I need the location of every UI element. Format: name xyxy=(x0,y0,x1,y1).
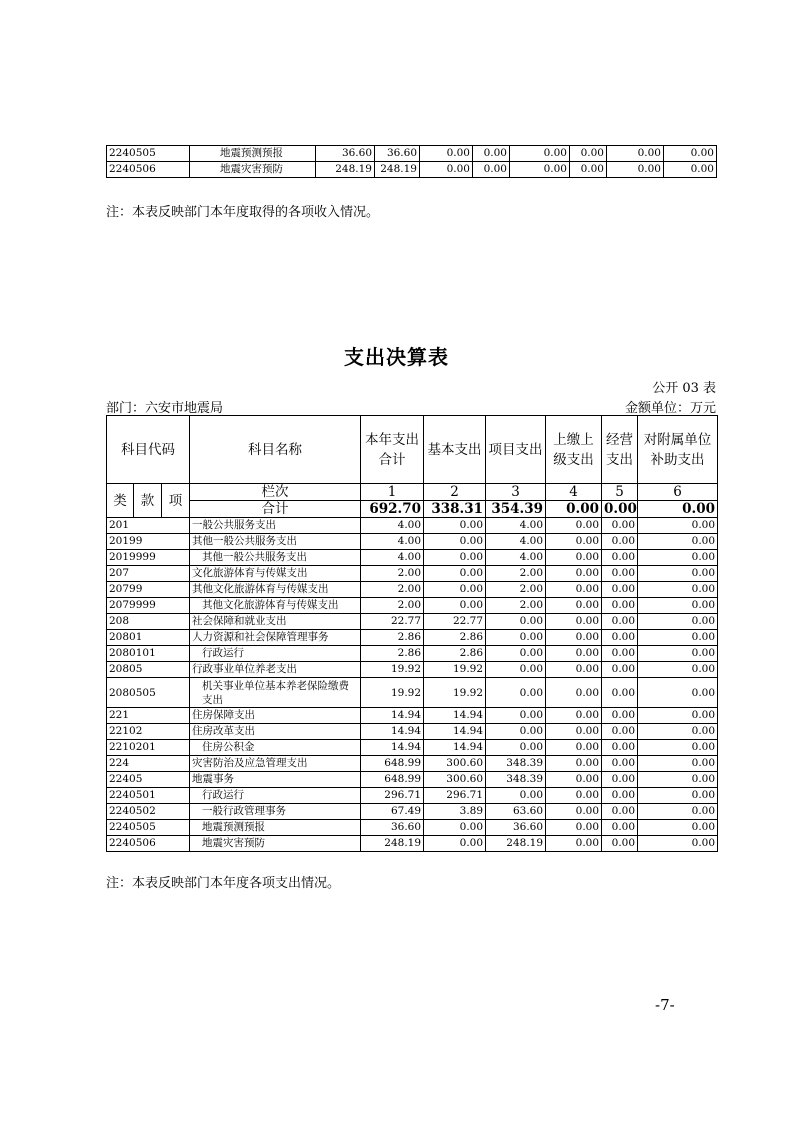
cell-value: 0.00 xyxy=(424,566,486,582)
cell-value: 0.00 xyxy=(602,646,638,662)
header-kuan: 款 xyxy=(134,484,162,518)
cell-value: 0.00 xyxy=(638,820,718,836)
subject-name: 其他一般公共服务支出 xyxy=(190,550,361,566)
subject-code: 224 xyxy=(107,756,190,772)
cell-value: 348.39 xyxy=(486,772,546,788)
table-row xyxy=(107,788,718,804)
col-number: 2 xyxy=(424,484,486,501)
cell-value: 0.00 xyxy=(602,772,638,788)
subject-code: 22405 xyxy=(107,772,190,788)
table-row xyxy=(107,550,718,566)
cell-value: 0.00 xyxy=(546,708,602,724)
cell-value: 0.00 xyxy=(486,724,546,740)
cell-value: 0.00 xyxy=(638,646,718,662)
cell-value: 0.00 xyxy=(602,582,638,598)
total-label: 合计 xyxy=(190,501,361,518)
cell-value: 36.60 xyxy=(375,146,420,162)
header-basic: 基本支出 xyxy=(424,416,486,484)
cell-value: 0.00 xyxy=(546,772,602,788)
cell-value: 0.00 xyxy=(510,162,570,178)
subject-code: 2080101 xyxy=(107,646,190,662)
cell-value: 0.00 xyxy=(424,518,486,534)
cell-value: 0.00 xyxy=(602,518,638,534)
cell-value: 0.00 xyxy=(638,756,718,772)
table-row xyxy=(107,662,718,678)
header-row xyxy=(107,416,718,484)
header-project: 项目支出 xyxy=(486,416,546,484)
expenditure-table-note: 注：本表反映部门本年度各项支出情况。 xyxy=(106,876,341,891)
income-table-continuation xyxy=(106,145,717,178)
cell-value: 14.94 xyxy=(361,740,424,756)
cell-value: 248.19 xyxy=(375,162,420,178)
cell-value: 0.00 xyxy=(424,550,486,566)
table-row xyxy=(107,740,718,756)
cell-value: 0.00 xyxy=(546,630,602,646)
cell-value: 0.00 xyxy=(486,630,546,646)
cell-value: 0.00 xyxy=(602,804,638,820)
cell-value: 0.00 xyxy=(638,678,718,708)
subject-name: 地震预测预报 xyxy=(190,820,361,836)
cell-value: 0.00 xyxy=(638,566,718,582)
table-row xyxy=(107,534,718,550)
subject-name: 机关事业单位基本养老保险缴费支出 xyxy=(190,678,361,708)
cell-value: 0.00 xyxy=(486,646,546,662)
header-upper-line2: 级支出 xyxy=(553,451,594,468)
cell-value: 4.00 xyxy=(486,518,546,534)
cell-value: 2.00 xyxy=(361,598,424,614)
total-value: 338.31 xyxy=(424,501,486,518)
cell-value: 63.60 xyxy=(486,804,546,820)
table-row xyxy=(107,598,718,614)
form-number: 公开 03 表 xyxy=(652,381,716,396)
cell-value: 2.00 xyxy=(486,582,546,598)
cell-value: 4.00 xyxy=(486,534,546,550)
cell-value: 2.86 xyxy=(361,630,424,646)
cell-value: 0.00 xyxy=(546,614,602,630)
total-value: 692.70 xyxy=(361,501,424,518)
cell-value: 19.92 xyxy=(424,678,486,708)
cell-value: 0.00 xyxy=(638,788,718,804)
header-total xyxy=(361,416,424,484)
cell-value: 0.00 xyxy=(546,582,602,598)
cell-value: 0.00 xyxy=(510,146,570,162)
total-value: 0.00 xyxy=(546,501,602,518)
cell-value: 0.00 xyxy=(420,162,473,178)
cell-value: 0.00 xyxy=(546,788,602,804)
table-row xyxy=(107,630,718,646)
cell-value: 0.00 xyxy=(638,662,718,678)
subject-code: 2240506 xyxy=(107,162,190,178)
subject-name: 其他文化旅游体育与传媒支出 xyxy=(190,598,361,614)
table-row xyxy=(107,804,718,820)
cell-value: 0.00 xyxy=(546,740,602,756)
cell-value: 2.00 xyxy=(486,566,546,582)
cell-value: 296.71 xyxy=(424,788,486,804)
subject-name: 地震预测预报 xyxy=(190,146,316,162)
cell-value: 0.00 xyxy=(486,678,546,708)
table-row xyxy=(107,820,718,836)
total-value: 354.39 xyxy=(486,501,546,518)
cell-value: 19.92 xyxy=(361,662,424,678)
cell-value: 0.00 xyxy=(546,534,602,550)
header-sub-line2: 补助支出 xyxy=(650,451,705,468)
subject-name: 住房保障支出 xyxy=(190,708,361,724)
subject-code: 207 xyxy=(107,566,190,582)
cell-value: 0.00 xyxy=(546,646,602,662)
table-row xyxy=(107,146,717,162)
table-row xyxy=(107,678,718,708)
cell-value: 248.19 xyxy=(361,836,424,852)
cell-value: 0.00 xyxy=(602,662,638,678)
cell-value: 0.00 xyxy=(486,708,546,724)
table-row xyxy=(107,724,718,740)
cell-value: 0.00 xyxy=(638,550,718,566)
header-upper-line1: 上缴上 xyxy=(553,431,594,448)
cell-value: 0.00 xyxy=(424,836,486,852)
cell-value: 300.60 xyxy=(424,772,486,788)
subject-code: 2019999 xyxy=(107,550,190,566)
amount-unit-label: 金额单位：万元 xyxy=(624,401,716,416)
header-operation xyxy=(602,416,638,484)
table-row xyxy=(107,566,718,582)
cell-value: 2.86 xyxy=(424,646,486,662)
cell-value: 0.00 xyxy=(638,836,718,852)
cell-value: 0.00 xyxy=(486,614,546,630)
cell-value: 0.00 xyxy=(602,788,638,804)
table-row xyxy=(107,518,718,534)
cell-value: 14.94 xyxy=(361,708,424,724)
table-row xyxy=(107,708,718,724)
cell-value: 4.00 xyxy=(361,534,424,550)
subject-name: 社会保障和就业支出 xyxy=(190,614,361,630)
cell-value: 0.00 xyxy=(664,146,717,162)
cell-value: 0.00 xyxy=(546,662,602,678)
subject-code: 20199 xyxy=(107,534,190,550)
col-number: 1 xyxy=(361,484,424,501)
cell-value: 67.49 xyxy=(361,804,424,820)
cell-value: 0.00 xyxy=(602,740,638,756)
subject-name: 文化旅游体育与传媒支出 xyxy=(190,566,361,582)
cell-value: 22.77 xyxy=(361,614,424,630)
cell-value: 0.00 xyxy=(486,788,546,804)
table-row xyxy=(107,836,718,852)
cell-value: 4.00 xyxy=(361,518,424,534)
subject-name: 其他文化旅游体育与传媒支出 xyxy=(190,582,361,598)
cell-value: 0.00 xyxy=(546,518,602,534)
cell-value: 0.00 xyxy=(638,534,718,550)
subject-name: 地震灾害预防 xyxy=(190,162,316,178)
header-subsidy xyxy=(638,416,718,484)
cell-value: 0.00 xyxy=(424,582,486,598)
page-number: -7- xyxy=(655,996,675,1014)
department-label: 部门：六安市地震局 xyxy=(106,401,224,416)
subject-code: 2210201 xyxy=(107,740,190,756)
cell-value: 0.00 xyxy=(546,836,602,852)
cell-value: 0.00 xyxy=(602,820,638,836)
header-subject-name: 科目名称 xyxy=(190,416,361,484)
subject-code: 20799 xyxy=(107,582,190,598)
table-row xyxy=(107,614,718,630)
cell-value: 0.00 xyxy=(602,836,638,852)
total-row xyxy=(107,501,718,518)
cell-value: 0.00 xyxy=(638,614,718,630)
table-row xyxy=(107,162,717,178)
cell-value: 19.92 xyxy=(424,662,486,678)
col-number: 6 xyxy=(638,484,718,501)
cell-value: 348.39 xyxy=(486,756,546,772)
cell-value: 14.94 xyxy=(424,708,486,724)
cell-value: 0.00 xyxy=(546,598,602,614)
cell-value: 2.00 xyxy=(361,582,424,598)
cell-value: 0.00 xyxy=(424,820,486,836)
header-upper xyxy=(546,416,602,484)
cell-value: 0.00 xyxy=(602,550,638,566)
cell-value: 0.00 xyxy=(638,582,718,598)
income-table-note: 注：本表反映部门本年度取得的各项收入情况。 xyxy=(106,205,380,220)
cell-value: 0.00 xyxy=(607,146,664,162)
subject-code: 20805 xyxy=(107,662,190,678)
cell-value: 0.00 xyxy=(473,146,510,162)
header-sub-line1: 对附属单位 xyxy=(643,431,712,448)
subject-name: 灾害防治及应急管理支出 xyxy=(190,756,361,772)
subject-code: 208 xyxy=(107,614,190,630)
subject-code: 2079999 xyxy=(107,598,190,614)
table-row xyxy=(107,646,718,662)
cell-value: 0.00 xyxy=(638,708,718,724)
cell-value: 36.60 xyxy=(316,146,375,162)
cell-value: 0.00 xyxy=(546,756,602,772)
cell-value: 3.89 xyxy=(424,804,486,820)
expenditure-table xyxy=(106,415,718,852)
subject-name: 地震事务 xyxy=(190,772,361,788)
cell-value: 0.00 xyxy=(638,740,718,756)
cell-value: 0.00 xyxy=(486,662,546,678)
cell-value: 2.00 xyxy=(361,566,424,582)
cell-value: 22.77 xyxy=(424,614,486,630)
subject-code: 221 xyxy=(107,708,190,724)
cell-value: 14.94 xyxy=(361,724,424,740)
subject-code: 2240505 xyxy=(107,146,190,162)
cell-value: 0.00 xyxy=(546,804,602,820)
cell-value: 0.00 xyxy=(570,146,607,162)
col-number: 3 xyxy=(486,484,546,501)
cell-value: 0.00 xyxy=(638,598,718,614)
cell-value: 0.00 xyxy=(424,598,486,614)
subject-code: 2240505 xyxy=(107,820,190,836)
subject-code: 2240501 xyxy=(107,788,190,804)
cell-value: 4.00 xyxy=(486,550,546,566)
cell-value: 0.00 xyxy=(546,724,602,740)
cell-value: 0.00 xyxy=(570,162,607,178)
subject-name: 行政运行 xyxy=(190,788,361,804)
cell-value: 0.00 xyxy=(602,724,638,740)
col-number: 4 xyxy=(546,484,602,501)
subject-name: 住房改革支出 xyxy=(190,724,361,740)
cell-value: 0.00 xyxy=(602,756,638,772)
subject-code: 201 xyxy=(107,518,190,534)
cell-value: 648.99 xyxy=(361,756,424,772)
cell-value: 0.00 xyxy=(602,566,638,582)
subject-name: 地震灾害预防 xyxy=(190,836,361,852)
cell-value: 0.00 xyxy=(638,804,718,820)
cell-value: 0.00 xyxy=(664,162,717,178)
cell-value: 0.00 xyxy=(546,566,602,582)
total-value: 0.00 xyxy=(602,501,638,518)
subject-name: 一般公共服务支出 xyxy=(190,518,361,534)
cell-value: 0.00 xyxy=(607,162,664,178)
header-lanci: 栏次 xyxy=(190,484,361,501)
col-number: 5 xyxy=(602,484,638,501)
subject-code: 2240506 xyxy=(107,836,190,852)
cell-value: 14.94 xyxy=(424,724,486,740)
header-total-line1: 本年支出 xyxy=(365,431,420,448)
cell-value: 4.00 xyxy=(361,550,424,566)
header-subject-code: 科目代码 xyxy=(107,416,190,484)
subject-name: 其他一般公共服务支出 xyxy=(190,534,361,550)
subject-code: 22102 xyxy=(107,724,190,740)
page-title: 支出决算表 xyxy=(344,345,449,369)
cell-value: 0.00 xyxy=(638,724,718,740)
cell-value: 0.00 xyxy=(602,678,638,708)
cell-value: 2.86 xyxy=(361,646,424,662)
subject-name: 行政事业单位养老支出 xyxy=(190,662,361,678)
cell-value: 0.00 xyxy=(546,678,602,708)
header-xiang: 项 xyxy=(162,484,190,518)
column-number-row xyxy=(107,484,718,501)
cell-value: 0.00 xyxy=(602,534,638,550)
cell-value: 0.00 xyxy=(486,740,546,756)
cell-value: 0.00 xyxy=(546,550,602,566)
cell-value: 0.00 xyxy=(638,518,718,534)
table-row xyxy=(107,772,718,788)
cell-value: 296.71 xyxy=(361,788,424,804)
cell-value: 0.00 xyxy=(638,630,718,646)
cell-value: 0.00 xyxy=(420,146,473,162)
cell-value: 14.94 xyxy=(424,740,486,756)
cell-value: 648.99 xyxy=(361,772,424,788)
subject-code: 2080505 xyxy=(107,678,190,708)
total-value: 0.00 xyxy=(638,501,718,518)
header-total-line2: 合计 xyxy=(378,451,406,468)
cell-value: 19.92 xyxy=(361,678,424,708)
header-op-line2: 支出 xyxy=(606,451,634,468)
cell-value: 2.00 xyxy=(486,598,546,614)
cell-value: 0.00 xyxy=(602,598,638,614)
subject-name: 行政运行 xyxy=(190,646,361,662)
cell-value: 248.19 xyxy=(486,836,546,852)
cell-value: 0.00 xyxy=(473,162,510,178)
subject-name: 住房公积金 xyxy=(190,740,361,756)
table-row xyxy=(107,582,718,598)
subject-name: 人力资源和社会保障管理事务 xyxy=(190,630,361,646)
cell-value: 0.00 xyxy=(602,614,638,630)
cell-value: 36.60 xyxy=(361,820,424,836)
cell-value: 2.86 xyxy=(424,630,486,646)
subject-name: 一般行政管理事务 xyxy=(190,804,361,820)
header-lei: 类 xyxy=(107,484,134,518)
cell-value: 0.00 xyxy=(602,630,638,646)
header-op-line1: 经营 xyxy=(606,431,634,448)
subject-code: 20801 xyxy=(107,630,190,646)
subject-code: 2240502 xyxy=(107,804,190,820)
cell-value: 0.00 xyxy=(638,772,718,788)
cell-value: 36.60 xyxy=(486,820,546,836)
table-row xyxy=(107,756,718,772)
cell-value: 0.00 xyxy=(546,820,602,836)
cell-value: 248.19 xyxy=(316,162,375,178)
cell-value: 300.60 xyxy=(424,756,486,772)
cell-value: 0.00 xyxy=(602,708,638,724)
cell-value: 0.00 xyxy=(424,534,486,550)
